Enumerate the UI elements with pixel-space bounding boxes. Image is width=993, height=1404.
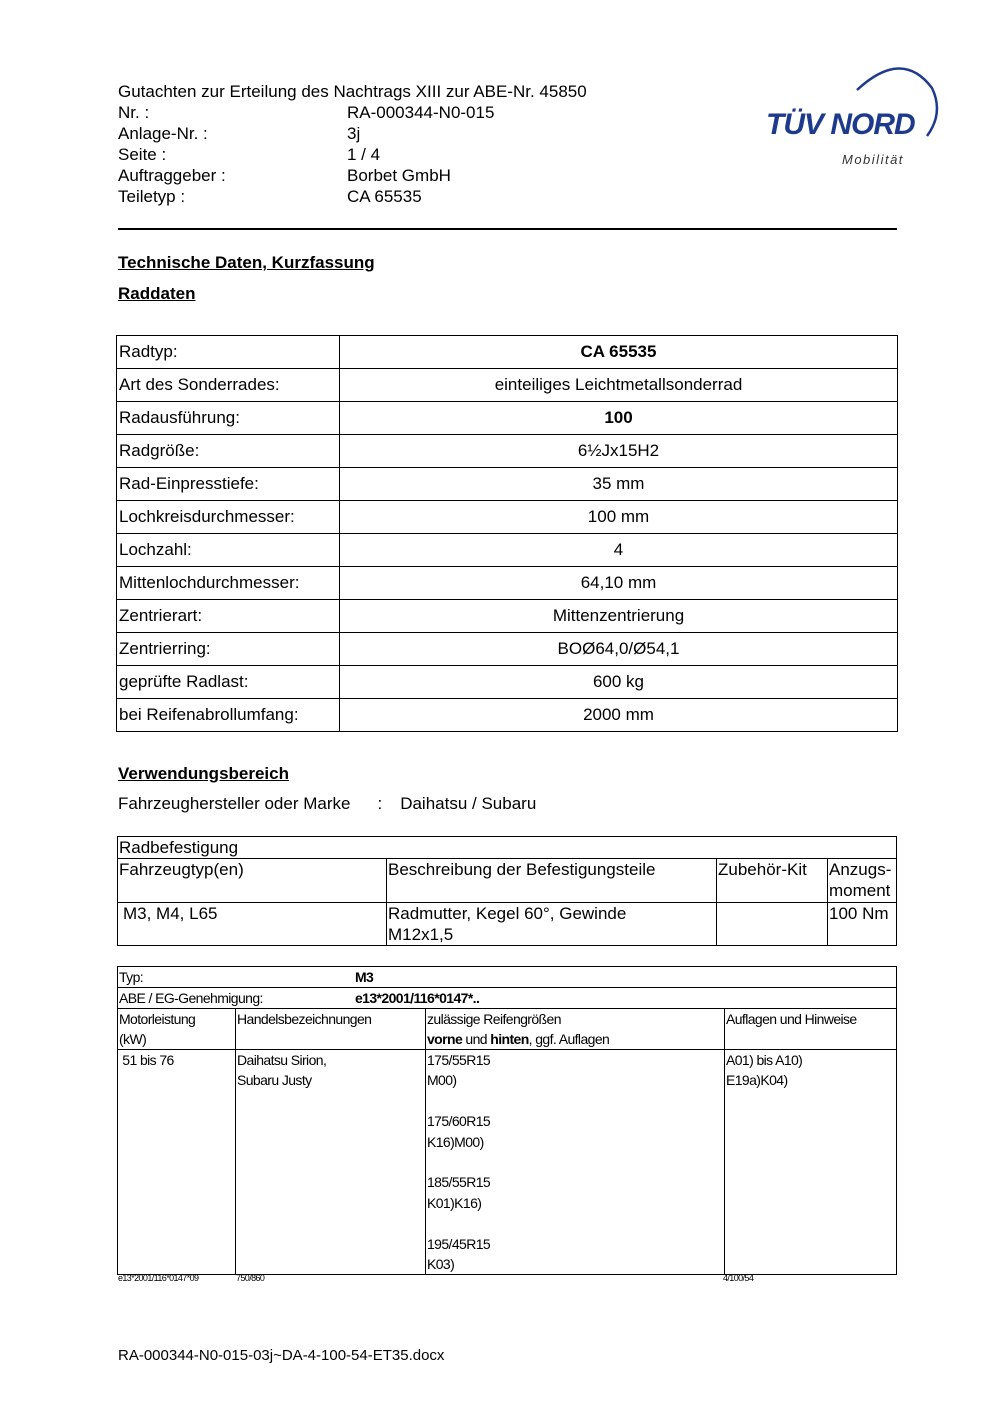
raddaten-label: Rad-Einpresstiefe: <box>117 468 340 501</box>
header-field-row <box>118 186 587 207</box>
raddaten-row <box>117 633 898 666</box>
header-field-row <box>118 123 587 144</box>
th-reifen-line1: zulässige Reifengrößen <box>427 1011 561 1027</box>
logo-brand: TÜV NORD <box>766 108 915 141</box>
footnote-mid: 750/860 <box>236 1273 265 1283</box>
radbefestigung-table <box>117 836 897 946</box>
cell-reifengroessen <box>426 1050 725 1275</box>
raddaten-row <box>117 666 898 699</box>
raddaten-label: Mittenlochdurchmesser: <box>117 567 340 600</box>
th-beschreibung: Beschreibung der Befestigungsteile <box>387 859 717 903</box>
abe-row <box>118 988 897 1009</box>
raddaten-table <box>116 335 898 732</box>
raddaten-value: 6½Jx15H2 <box>340 435 898 468</box>
usage-separator: : <box>377 794 383 813</box>
raddaten-label: Radausführung: <box>117 402 340 435</box>
th-fahrzeugtyp: Fahrzeugtyp(en) <box>118 859 387 903</box>
raddaten-label: Lochzahl: <box>117 534 340 567</box>
usage-label: Fahrzeughersteller oder Marke <box>118 794 351 813</box>
header-field-value: CA 65535 <box>347 187 422 206</box>
cell-leistung: 51 bis 76 <box>118 1050 236 1275</box>
document-title: Gutachten zur Erteilung des Nachtrags XIII zur ABE-Nr. 45850 <box>118 82 587 101</box>
tuv-nord-logo <box>762 58 942 173</box>
th-zubehoer-kit: Zubehör-Kit <box>717 859 828 903</box>
befestigung-fahrzeugtyp: M3, M4, L65 <box>118 903 387 946</box>
raddaten-label: Lochkreisdurchmesser: <box>117 501 340 534</box>
raddaten-row <box>117 699 898 732</box>
header-field-value: 3j <box>347 124 361 143</box>
usage-value: Daihatsu / Subaru <box>400 794 537 813</box>
header-field-row <box>118 102 587 123</box>
footnote-right: 4/100/54 <box>723 1273 754 1283</box>
abe-label: ABE / EG-Genehmigung: <box>119 990 263 1006</box>
befestigung-zubehoer <box>717 903 828 946</box>
raddaten-value: 64,10 mm <box>340 567 898 600</box>
th-motorleistung: Motorleistung (kW) <box>118 1009 236 1050</box>
tire-line <box>427 1213 723 1233</box>
raddaten-row <box>117 600 898 633</box>
raddaten-value: 100 <box>340 402 898 435</box>
raddaten-row <box>117 534 898 567</box>
raddaten-label: geprüfte Radlast: <box>117 666 340 699</box>
footer-filename: RA-000344-N0-015-03j~DA-4-100-54-ET35.docx <box>118 1347 445 1364</box>
tire-line: M00) <box>427 1072 457 1089</box>
heading-technische-daten: Technische Daten, Kurzfassung <box>118 253 375 272</box>
raddaten-row <box>117 468 898 501</box>
header-field-value: 1 / 4 <box>347 145 381 164</box>
header-field-label: Seite : <box>118 145 167 164</box>
th-reifen-vorne: vorne <box>427 1031 463 1047</box>
raddaten-label: Zentrierart: <box>117 600 340 633</box>
tire-line: 195/45R15 <box>427 1235 491 1252</box>
header-field-value: Borbet GmbH <box>347 166 451 185</box>
document-header <box>118 81 587 207</box>
tire-line: K03) <box>427 1255 455 1272</box>
th-anzugsmoment: Anzugs- moment <box>828 859 897 903</box>
raddaten-label: Zentrierring: <box>117 633 340 666</box>
raddaten-row <box>117 435 898 468</box>
raddaten-value: 100 mm <box>340 501 898 534</box>
raddaten-value: 600 kg <box>340 666 898 699</box>
raddaten-row <box>117 369 898 402</box>
heading-raddaten: Raddaten <box>118 284 196 303</box>
typ-label: Typ: <box>119 969 144 985</box>
header-field-label: Teiletyp : <box>118 187 186 206</box>
logo-subtitle: Mobilität <box>842 152 904 167</box>
radbefestigung-title: Radbefestigung <box>118 837 897 859</box>
typ-row <box>118 967 897 988</box>
header-divider <box>118 228 897 230</box>
raddaten-row <box>117 336 898 369</box>
typ-value: M3 <box>355 969 374 985</box>
tire-line: K01)K16) <box>427 1194 482 1211</box>
th-auflagen: Auflagen und Hinweise <box>725 1009 897 1050</box>
befestigung-beschreibung: Radmutter, Kegel 60°, Gewinde M12x1,5 <box>387 903 717 946</box>
raddaten-label: Art des Sonderrades: <box>117 369 340 402</box>
th-reifen-hinten: hinten <box>490 1031 529 1047</box>
raddaten-value: einteiliges Leichtmetallsonderrad <box>340 369 898 402</box>
cell-auflagen: A01) bis A10) E19a)K04) <box>725 1050 897 1275</box>
header-field-row <box>118 165 587 186</box>
raddaten-value: 2000 mm <box>340 699 898 732</box>
raddaten-value: 4 <box>340 534 898 567</box>
tire-line <box>427 1152 723 1172</box>
typ-table <box>117 966 897 1275</box>
raddaten-label: bei Reifenabrollumfang: <box>117 699 340 732</box>
th-reifen-und: und <box>462 1031 491 1047</box>
abe-value: e13*2001/116*0147*.. <box>355 990 480 1006</box>
raddaten-row <box>117 501 898 534</box>
raddaten-row <box>117 402 898 435</box>
th-reifen-rest: , ggf. Auflagen <box>528 1031 610 1047</box>
tire-line: K16)M00) <box>427 1133 484 1150</box>
th-handelsbezeichnungen: Handelsbezeichnungen <box>236 1009 426 1050</box>
tire-line: 175/60R15 <box>427 1113 491 1130</box>
raddaten-label: Radtyp: <box>117 336 340 369</box>
cell-handelsbezeichnungen: Daihatsu Sirion, Subaru Justy <box>236 1050 426 1275</box>
raddaten-value: BOØ64,0/Ø54,1 <box>340 633 898 666</box>
header-field-value: RA-000344-N0-015 <box>347 103 495 122</box>
header-field-row <box>118 144 587 165</box>
th-reifengroessen <box>426 1009 725 1050</box>
footnote-abe: e13*2001/116*0147*09 <box>118 1273 199 1283</box>
tire-line: 185/55R15 <box>427 1174 491 1191</box>
raddaten-value: Mittenzentrierung <box>340 600 898 633</box>
header-field-label: Nr. : <box>118 103 150 122</box>
tire-line: 175/55R15 <box>427 1052 491 1068</box>
raddaten-value: CA 65535 <box>340 336 898 369</box>
header-field-label: Auftraggeber : <box>118 166 226 185</box>
raddaten-label: Radgröße: <box>117 435 340 468</box>
header-fields <box>118 102 587 207</box>
heading-verwendungsbereich: Verwendungsbereich <box>118 764 289 783</box>
raddaten-value: 35 mm <box>340 468 898 501</box>
tire-line <box>427 1091 723 1111</box>
header-field-label: Anlage-Nr. : <box>118 124 208 143</box>
usage-line <box>118 794 536 814</box>
raddaten-row <box>117 567 898 600</box>
befestigung-moment: 100 Nm <box>828 903 897 946</box>
